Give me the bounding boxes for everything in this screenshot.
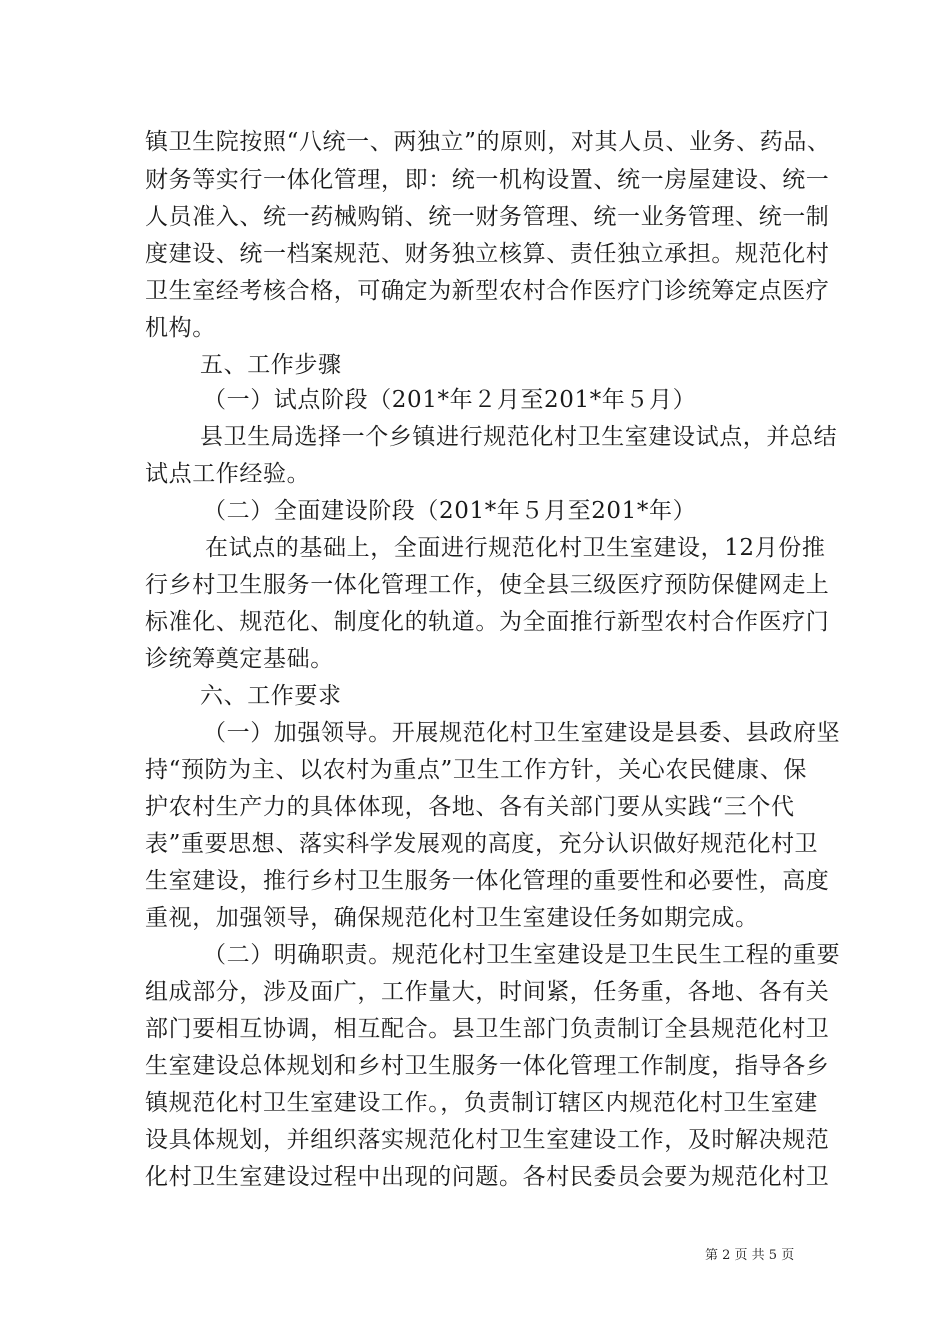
- text-line: 在试点的基础上，全面进行规范化村卫生室建设，12月份推: [205, 535, 826, 561]
- text-line: 持“预防为主、以农村为重点”卫生工作方针，关心农民健康、保: [145, 757, 807, 783]
- text-line: 财务等实行一体化管理，即：统一机构设置、统一房屋建设、统一: [145, 167, 830, 193]
- text-line: 标准化、规范化、制度化的轨道。为全面推行新型农村合作医疗门: [145, 609, 830, 635]
- text-line: 设具体规划，并组织落实规范化村卫生室建设工作，及时解决规范: [145, 1127, 830, 1153]
- text-line: 卫生室经考核合格，可确定为新型农村合作医疗门诊统筹定点医疗: [145, 278, 830, 304]
- section-heading: 五、工作步骤: [200, 352, 342, 378]
- text-line: 试点工作经验。: [145, 461, 311, 487]
- text-line: 度建设、统一档案规范、财务独立核算、责任独立承担。规范化村: [145, 241, 830, 267]
- text-line: 表”重要思想、落实科学发展观的高度，充分认识做好规范化村卫: [145, 831, 819, 857]
- text-line: 组成部分，涉及面广，工作量大，时间紧，任务重，各地、各有关: [145, 979, 830, 1005]
- text-line: 镇规范化村卫生室建设工作。，负责制订辖区内规范化村卫生室建: [145, 1090, 818, 1116]
- text-line: 护农村生产力的具体体现，各地、各有关部门要从实践“三个代: [145, 794, 795, 820]
- text-line: 生室建设总体规划和乡村卫生服务一体化管理工作制度，指导各乡: [145, 1053, 830, 1079]
- text-line: 部门要相互协调，相互配合。县卫生部门负责制订全县规范化村卫: [145, 1016, 830, 1042]
- text-line: 县卫生局选择一个乡镇进行规范化村卫生室建设试点，并总结: [200, 424, 838, 450]
- section-heading: 六、工作要求: [200, 683, 342, 709]
- text-line: （二）明确职责。规范化村卫生室建设是卫生民生工程的重要: [203, 942, 841, 968]
- text-line: 诊统筹奠定基础。: [145, 646, 334, 672]
- text-line: 人员准入、统一药械购销、统一财务管理、统一业务管理、统一制: [145, 204, 830, 230]
- subsection-heading: （一）试点阶段（201*年２月至201*年５月）: [203, 387, 697, 413]
- text-line: 行乡村卫生服务一体化管理工作，使全县三级医疗预防保健网走上: [145, 572, 830, 598]
- text-line: 机构。: [145, 315, 216, 341]
- text-line: 生室建设，推行乡村卫生服务一体化管理的重要性和必要性，高度: [145, 868, 830, 894]
- text-line: 镇卫生院按照“八统一、两独立”的原则，对其人员、业务、药品、: [145, 129, 831, 155]
- subsection-heading: （二）全面建设阶段（201*年５月至201*年）: [203, 498, 697, 524]
- text-line: 化村卫生室建设过程中出现的问题。各村民委员会要为规范化村卫: [145, 1164, 830, 1190]
- page-number: 第 2 页 共 5 页: [705, 1248, 795, 1263]
- text-line: （一）加强领导。开展规范化村卫生室建设是县委、县政府坚: [203, 720, 841, 746]
- text-line: 重视，加强领导，确保规范化村卫生室建设任务如期完成。: [145, 905, 759, 931]
